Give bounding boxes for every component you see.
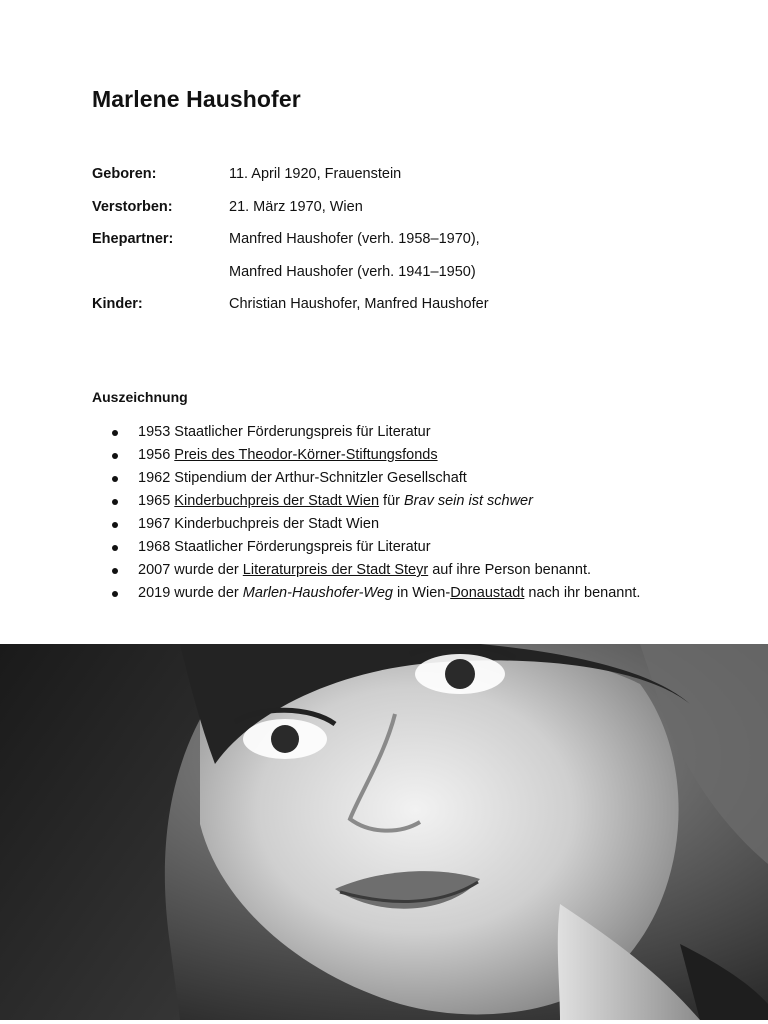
fact-row-children [92,290,692,323]
fact-row-born [92,160,692,193]
awards-heading: Auszeichnung [92,389,188,405]
award-text: nach ihr benannt. [524,585,641,601]
bullet-icon [112,522,118,528]
fact-row-died [92,193,692,226]
fact-value: 21. März 1970, Wien [229,198,363,215]
biography-facts [92,160,692,323]
award-text: 1967 Kinderbuchpreis der Stadt Wien [138,516,380,532]
award-item [112,467,712,490]
award-text: 1953 Staatlicher Förderungspreis für Literatur [138,424,431,440]
award-link[interactable]: Kinderbuchpreis der Stadt Wien [174,493,380,509]
book-title: Brav sein ist schwer [404,493,533,509]
award-item [112,513,712,536]
fact-label: Kinder: [92,296,143,312]
fact-label: Verstorben: [92,198,173,215]
fact-value: 11. April 1920, Frauenstein [229,166,402,182]
fact-value: Manfred Haushofer (verh. 1941–1950) [229,263,476,280]
portrait-image [0,644,768,1020]
bullet-icon [112,476,118,482]
award-text: 2007 wurde der [138,562,243,578]
award-link[interactable]: Preis des Theodor-Körner-Stiftungsfonds [174,447,438,463]
awards-list [112,421,712,605]
portrait-photo [0,644,768,1020]
bullet-icon [112,453,118,459]
bullet-icon [112,545,118,551]
fact-value: Manfred Haushofer (verh. 1958–1970), [229,231,480,247]
award-item [112,490,712,513]
bullet-icon [112,591,118,597]
award-item [112,421,712,444]
award-item [112,582,712,605]
fact-value: Christian Haushofer, Manfred Haushofer [229,296,489,312]
fact-label [92,258,229,291]
page-title: Marlene Haushofer [92,86,301,112]
award-item [112,559,712,582]
award-text: 1962 Stipendium der Arthur-Schnitzler Gesellschaft [138,470,467,486]
award-text: 1956 [138,447,175,463]
award-text: 1965 [138,493,175,509]
bullet-icon [112,499,118,505]
award-text: in Wien- [392,585,451,601]
award-link[interactable]: Literaturpreis der Stadt Steyr [242,562,429,578]
award-text: 2019 wurde der [138,585,243,601]
award-text: auf ihre Person benannt. [428,562,592,578]
award-text: für [379,493,405,509]
award-text: 1968 Staatlicher Förderungspreis für Literatur [138,539,431,555]
bullet-icon [112,430,118,436]
award-item [112,444,712,467]
fact-row-spouse-2 [92,258,692,291]
fact-label: Ehepartner: [92,231,174,247]
award-item [112,536,712,559]
fact-label: Geboren: [92,166,157,182]
bullet-icon [112,568,118,574]
award-link[interactable]: Donaustadt [450,585,525,601]
street-name: Marlen-Haushofer-Weg [242,585,393,601]
fact-row-spouse [92,225,692,258]
